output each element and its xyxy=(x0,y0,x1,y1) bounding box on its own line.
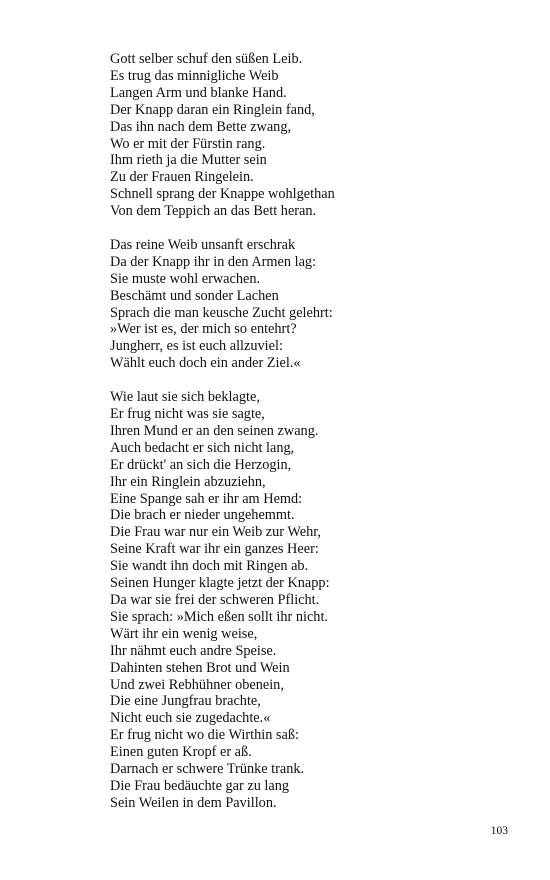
stanza-1 xyxy=(110,51,510,220)
verse-line: Ihren Mund er an den seinen zwang. xyxy=(110,422,319,439)
page-number: 103 xyxy=(490,825,508,837)
verse-line: Da war sie frei der schweren Pflicht. xyxy=(110,591,320,608)
verse-line: Zu der Frauen Ringelein. xyxy=(110,169,254,186)
verse-line: Von dem Teppich an das Bett heran. xyxy=(110,203,317,220)
verse-line: Beschämt und sonder Lachen xyxy=(110,287,279,304)
verse-line: Wärt ihr ein wenig weise, xyxy=(110,625,258,642)
verse-line: Sie wandt ihn doch mit Ringen ab. xyxy=(110,558,309,575)
verse-line: Ihm rieth ja die Mutter sein xyxy=(110,152,267,169)
verse-line: Dahinten stehen Brot und Wein xyxy=(110,659,290,676)
verse-line: Wählt euch doch ein ander Ziel.« xyxy=(110,355,301,372)
verse-line: Die Frau bedäuchte gar zu lang xyxy=(110,777,290,794)
verse-line: Das ihn nach dem Bette zwang, xyxy=(110,118,292,135)
verse-line: Er frug nicht wo die Wirthin saß: xyxy=(110,727,299,744)
verse-line: Nicht euch sie zugedachte.« xyxy=(110,710,271,727)
verse-line: Sie sprach: »Mich eßen sollt ihr nicht. xyxy=(110,608,328,625)
verse-line: Gott selber schuf den süßen Leib. xyxy=(110,51,303,67)
verse-line: Wo er mit der Fürstin rang. xyxy=(110,135,266,152)
verse-line: Einen guten Kropf er aß. xyxy=(110,744,252,761)
verse-line: Die brach er nieder ungehemmt. xyxy=(110,507,295,524)
verse-line: Sie muste wohl erwachen. xyxy=(110,270,261,287)
verse-line: Das reine Weib unsanft erschrak xyxy=(110,236,296,253)
verse-line: Ihr nähmt euch andre Speise. xyxy=(110,642,277,659)
stanza-3 xyxy=(110,389,510,812)
verse-line: Auch bedacht er sich nicht lang, xyxy=(110,439,295,456)
verse-line: Darnach er schwere Trünke trank. xyxy=(110,761,305,778)
verse-line: Es trug das minnigliche Weib xyxy=(110,67,279,84)
verse-line: Langen Arm und blanke Hand. xyxy=(110,84,287,101)
verse-line: Sein Weilen in dem Pavillon. xyxy=(110,794,277,811)
verse-line: Jungherr, es ist euch allzuviel: xyxy=(110,338,283,355)
verse-line: Er frug nicht was sie sagte, xyxy=(110,406,265,422)
verse-line: Ihr ein Ringlein abzuziehn, xyxy=(110,473,266,490)
verse-line: Eine Spange sah er ihr am Hemd: xyxy=(110,490,303,507)
verse-line: Die Frau war nur ein Weib zur Wehr, xyxy=(110,524,321,541)
verse-line: Er drückt' an sich die Herzogin, xyxy=(110,456,292,473)
verse-line: Wie laut sie sich beklagte, xyxy=(110,389,260,406)
verse-line: Seine Kraft war ihr ein ganzes Heer: xyxy=(110,541,319,558)
verse-line: Da der Knapp ihr in den Armen lag: xyxy=(110,253,317,270)
verse-line: Schnell sprang der Knappe wohlgethan xyxy=(110,186,335,203)
verse-line: Der Knapp daran ein Ringlein fand, xyxy=(110,101,315,118)
verse-line: Die eine Jungfrau brachte, xyxy=(110,693,261,710)
stanza-2 xyxy=(110,237,510,372)
verse-line: »Wer ist es, der mich so entehrt? xyxy=(110,321,297,338)
verse-line: Sprach die man keusche Zucht gelehrt: xyxy=(110,304,333,321)
poem-text xyxy=(110,51,510,812)
verse-line: Seinen Hunger klagte jetzt der Knapp: xyxy=(110,575,330,592)
verse-line: Und zwei Rebhühner obenein, xyxy=(110,676,284,693)
